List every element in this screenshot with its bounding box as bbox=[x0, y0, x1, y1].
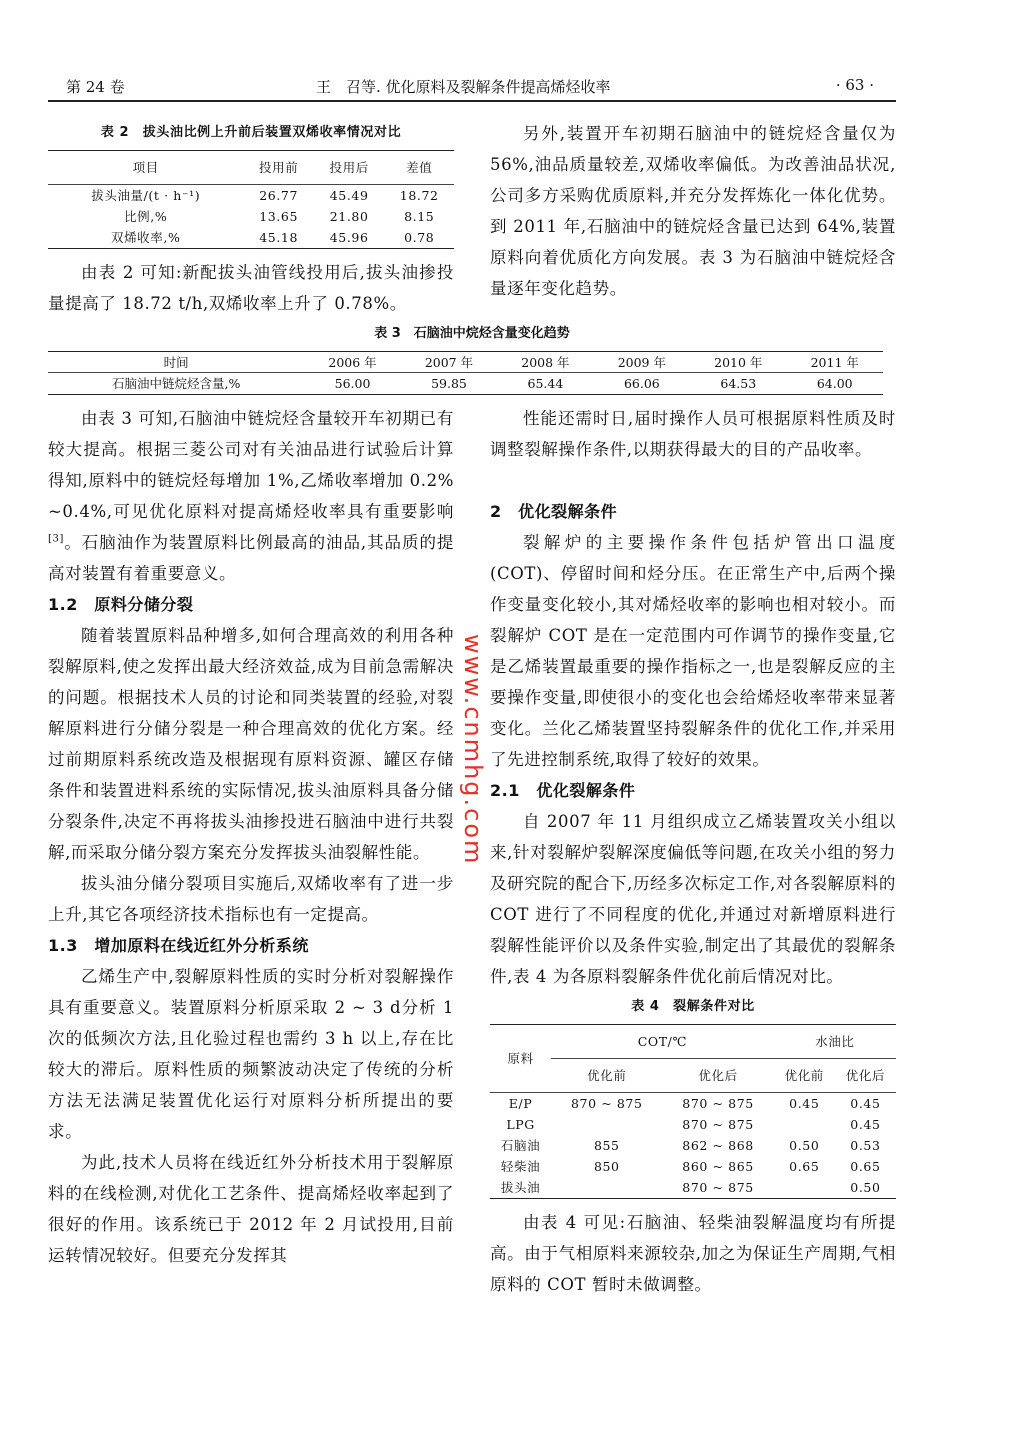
right-column bbox=[490, 403, 896, 1300]
col-header: 优化前 bbox=[774, 1059, 835, 1093]
cell bbox=[774, 1114, 835, 1135]
left-column bbox=[48, 403, 454, 1271]
cell: 64.00 bbox=[816, 376, 853, 391]
paragraph: 为此,技术人员将在线近红外分析技术用于裂解原料的在线检测,对优化工艺条件、提高烯烃收率起到了很好的作用。该系统已于 2012 年 2 月试投用,目前运转情况较好。但要充分发挥其 bbox=[48, 1153, 454, 1265]
cell: 0.45 bbox=[850, 1096, 881, 1111]
cell: 0.45 bbox=[850, 1117, 881, 1132]
table-row bbox=[490, 1156, 896, 1177]
cell: 0.65 bbox=[789, 1159, 820, 1174]
col-header: 2006 年 bbox=[304, 352, 400, 373]
table-4-grid bbox=[490, 1024, 896, 1199]
cell: 862 ~ 868 bbox=[682, 1138, 754, 1153]
col-header: 2011 年 bbox=[787, 352, 884, 373]
cell: 8.15 bbox=[404, 209, 435, 224]
cell: 66.06 bbox=[623, 376, 660, 391]
paragraph: 另外,装置开车初期石脑油中的链烷烃含量仅为 56%,油品质量较差,双烯收率偏低。为改善油品状况,公司多方采购优质原料,并充分发挥炼化一体化优势。到 2011 年,石脑油中的链烷烃含量已达到 64%,装置原料向着优质化方向发展。表 3 为石脑油中链烷烃含量逐年变化趋势。 bbox=[490, 124, 896, 298]
cell: 石脑油 bbox=[500, 1138, 541, 1153]
cell: 26.77 bbox=[259, 188, 299, 203]
paragraph: 性能还需时日,届时操作人员可根据原料性质及时调整裂解操作条件,以期获得最大的目的产品收率。 bbox=[490, 409, 896, 459]
section-heading-2-1: 2.1 优化裂解条件 bbox=[490, 781, 636, 800]
table-row bbox=[490, 1177, 896, 1199]
page-number: · 63 · bbox=[835, 76, 874, 94]
cell: 65.44 bbox=[527, 376, 564, 391]
cell: 56.00 bbox=[334, 376, 371, 391]
paragraph: 自 2007 年 11 月组织成立乙烯装置攻关小组以来,针对裂解炉裂解深度偏低等问题,在攻关小组的努力及研究院的配合下,历经多次标定工作,对各裂解原料的 COT 进行了不同程度的优化,并通过对新增原料进行裂解性能评价以及条件实验,制定出了其最优的裂解条件,表 4 为各原料裂解条件优化前后情况对比。 bbox=[490, 812, 896, 986]
cell: 拔头油 bbox=[500, 1180, 541, 1195]
col-header: 2008 年 bbox=[497, 352, 593, 373]
col-header: 2010 年 bbox=[690, 352, 786, 373]
table-row bbox=[48, 206, 454, 227]
right-top bbox=[490, 118, 896, 304]
table-3-caption: 表 3 石脑油中烷烃含量变化趋势 bbox=[374, 326, 570, 341]
cell: E/P bbox=[508, 1096, 533, 1111]
paragraph: 由表 2 可知:新配拔头油管线投用后,拔头油掺投量提高了 18.72 t/h,双烯收率上升了 0.78%。 bbox=[48, 263, 454, 313]
cell: 拔头油量/(t · h⁻¹) bbox=[91, 188, 201, 203]
cell: 860 ~ 865 bbox=[682, 1159, 754, 1174]
cell: 双烯收率,% bbox=[110, 230, 181, 245]
section-heading-1-3: 1.3 增加原料在线近红外分析系统 bbox=[48, 936, 309, 955]
running-title: 王 召等. 优化原料及裂解条件提高烯烃收率 bbox=[316, 78, 611, 96]
col-header: 2009 年 bbox=[594, 352, 690, 373]
cell: 870 ~ 875 bbox=[682, 1117, 754, 1132]
table-3-grid bbox=[48, 351, 883, 395]
cell: 870 ~ 875 bbox=[682, 1180, 754, 1195]
watermark-text: www.cnmhg.com bbox=[459, 634, 487, 866]
table-row bbox=[48, 227, 454, 249]
cell: 850 bbox=[593, 1159, 620, 1174]
section-heading-2: 2 优化裂解条件 bbox=[490, 502, 618, 521]
col-header: 投用后 bbox=[314, 151, 385, 185]
left-top bbox=[48, 118, 454, 319]
col-header: 差值 bbox=[384, 151, 454, 185]
page-body bbox=[48, 118, 896, 1300]
col-group-header: COT/℃ bbox=[551, 1025, 774, 1059]
cell: 21.80 bbox=[329, 209, 369, 224]
paragraph bbox=[48, 403, 454, 589]
cell: 18.72 bbox=[399, 188, 439, 203]
table-4-caption: 表 4 裂解条件对比 bbox=[631, 999, 755, 1014]
bottom-section bbox=[48, 403, 896, 1300]
cell: 比例,% bbox=[124, 209, 168, 224]
cell bbox=[551, 1177, 662, 1199]
col-header: 投用前 bbox=[243, 151, 314, 185]
cell: 0.53 bbox=[850, 1138, 881, 1153]
col-header: 时间 bbox=[48, 352, 304, 373]
cell: 0.50 bbox=[850, 1180, 881, 1195]
section-heading-1-2: 1.2 原料分储分裂 bbox=[48, 595, 194, 614]
cell: 0.45 bbox=[789, 1096, 820, 1111]
cell: 45.18 bbox=[259, 230, 299, 245]
cell: 0.65 bbox=[850, 1159, 881, 1174]
table-2-caption: 表 2 拔头油比例上升前后装置双烯收率情况对比 bbox=[100, 125, 402, 140]
col-header: 2007 年 bbox=[401, 352, 497, 373]
table-2 bbox=[48, 124, 454, 249]
col-header: 项目 bbox=[48, 151, 243, 185]
table-row bbox=[490, 1093, 896, 1115]
col-header: 优化前 bbox=[551, 1059, 662, 1093]
cell: 45.49 bbox=[329, 188, 369, 203]
cell bbox=[774, 1177, 835, 1199]
table-4 bbox=[490, 998, 896, 1199]
paragraph: 拔头油分储分裂项目实施后,双烯收率有了进一步上升,其它各项经济技术指标也有一定提高。 bbox=[48, 874, 454, 924]
col-header: 优化后 bbox=[662, 1059, 773, 1093]
cell: 870 ~ 875 bbox=[682, 1096, 754, 1111]
cell: 石脑油中链烷烃含量,% bbox=[111, 376, 241, 391]
cell: 59.85 bbox=[431, 376, 467, 391]
cell: 855 bbox=[593, 1138, 620, 1153]
paragraph: 乙烯生产中,裂解原料性质的实时分析对裂解操作具有重要意义。装置原料分析原采取 2 ~ 3 d分析 1 次的低频次方法,且化验过程也需约 3 h 以上,存在比较大的滞后。原料性质的频繁波动决定了传统的分析方法无法满足装置优化运行对原料分析所提出的要求。 bbox=[48, 967, 454, 1141]
text: 。石脑油作为装置原料比例最高的油品,其品质的提高对装置有着重要意义。 bbox=[48, 533, 454, 583]
citation: [3] bbox=[48, 533, 64, 545]
cell bbox=[551, 1114, 662, 1135]
cell: 45.96 bbox=[329, 230, 369, 245]
table-row bbox=[48, 185, 454, 207]
table-2-grid bbox=[48, 150, 454, 249]
col-header: 原料 bbox=[490, 1025, 551, 1093]
paragraph: 由表 4 可见:石脑油、轻柴油裂解温度均有所提高。由于气相原料来源较杂,加之为保证生产周期,气相原料的 COT 暂时未做调整。 bbox=[490, 1213, 896, 1294]
col-header: 优化后 bbox=[835, 1059, 896, 1093]
col-group-header: 水油比 bbox=[774, 1025, 896, 1059]
cell: 0.50 bbox=[789, 1138, 820, 1153]
cell: LPG bbox=[506, 1117, 535, 1132]
top-section bbox=[48, 118, 896, 319]
volume-label: 第 24 卷 bbox=[66, 78, 125, 96]
paragraph: 随着装置原料品种增多,如何合理高效的利用各种裂解原料,使之发挥出最大经济效益,成为目前急需解决的问题。根据技术人员的讨论和同类装置的经验,对裂解原料进行分储分裂是一种合理高效的优化方案。经过前期原料系统改造及根据现有原料资源、罐区存储条件和装置进料系统的实际情况,拔头油原料具备分储分裂条件,决定不再将拔头油掺投进石脑油中进行共裂解,而采取分储分裂方案充分发挥拔头油裂解性能。 bbox=[48, 626, 454, 862]
table-row bbox=[490, 1114, 896, 1135]
paragraph: 裂解炉的主要操作条件包括炉管出口温度(COT)、停留时间和烃分压。在正常生产中,后两个操作变量变化较小,其对烯烃收率的影响也相对较小。而裂解炉 COT 是在一定范围内可作调节的操作变量,它是乙烯装置最重要的操作指标之一,也是裂解反应的主要操作变量,即使很小的变化也会给烯烃收率带来显著变化。兰化乙烯装置坚持裂解条件的优化工作,并采用了先进控制系统,取得了较好的效果。 bbox=[490, 533, 896, 769]
cell: 64.53 bbox=[720, 376, 757, 391]
cell: 0.78 bbox=[404, 230, 435, 245]
cell: 870 ~ 875 bbox=[571, 1096, 643, 1111]
running-header bbox=[48, 74, 896, 102]
table-row bbox=[48, 373, 883, 395]
table-3 bbox=[48, 325, 896, 395]
cell: 轻柴油 bbox=[500, 1159, 541, 1174]
table-row bbox=[490, 1135, 896, 1156]
text: 由表 3 可知,石脑油中链烷烃含量较开车初期已有较大提高。根据三菱公司对有关油品进行试验后计算得知,原料中的链烷烃每增加 1%,乙烯收率增加 0.2% ~0.4%,可见优化原料对提高烯烃收率具有重要影响 bbox=[48, 409, 454, 521]
cell: 13.65 bbox=[259, 209, 299, 224]
